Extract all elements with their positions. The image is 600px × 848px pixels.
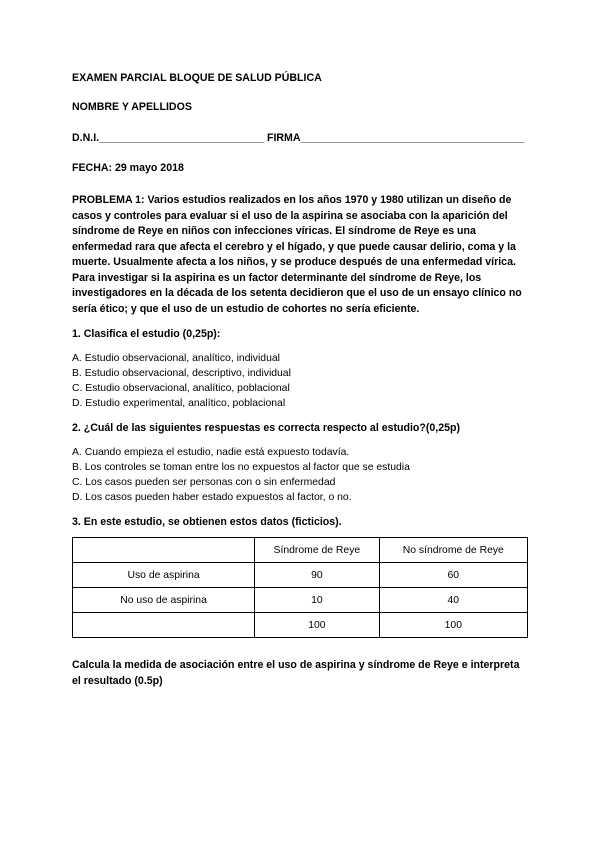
dni-signature-line: D.N.I.____________________________ FIRMA______________________________________ bbox=[72, 132, 525, 144]
question-3-title: 3. En este estudio, se obtienen estos datos (ficticios). bbox=[72, 516, 342, 528]
table-cell: 40 bbox=[379, 588, 527, 613]
table-cell: 60 bbox=[379, 563, 527, 588]
question-2-title: 2. ¿Cuál de las siguientes respuestas es correcta respecto al estudio?(0,25p) bbox=[72, 422, 460, 434]
exam-title: EXAMEN PARCIAL BLOQUE DE SALUD PÚBLICA bbox=[72, 72, 322, 84]
question-2-option-a: A. Cuando empieza el estudio, nadie está expuesto todavía. bbox=[72, 447, 350, 458]
table-cell: 90 bbox=[255, 563, 380, 588]
table-header-row bbox=[73, 538, 528, 563]
table-row bbox=[73, 588, 528, 613]
table-cell: 10 bbox=[255, 588, 380, 613]
table-row bbox=[73, 563, 528, 588]
table-row-label: No uso de aspirina bbox=[73, 588, 255, 613]
problem-statement: PROBLEMA 1: Varios estudios realizados en los años 1970 y 1980 utilizan un diseño de casos y controles para evaluar si el uso de la aspirina se asociaba con la aparición del síndrome de Reye en niños con infecciones víricas. El síndrome de Reye es una enfermedad rara que afecta el cerebro y el hígado, y que puede causar delirio, coma y la muerte. Usualmente afecta a los niños, y se produce después de una enfermedad vírica. Para investigar si la aspirina es un factor determinante del síndrome de Reye, los investigadores en la década de los setenta decidieron que el uso de un ensayo clínico no sería ético; y que el uso de un estudio de cohortes no sería eficiente. bbox=[72, 194, 522, 315]
question-1-option-c: C. Estudio observacional, analítico, poblacional bbox=[72, 383, 290, 394]
table-row-label: Uso de aspirina bbox=[73, 563, 255, 588]
question-4-text: Calcula la medida de asociación entre el uso de aspirina y síndrome de Reye e interpreta el resultado (0.5p) bbox=[72, 659, 520, 687]
data-table bbox=[72, 537, 528, 638]
exam-date: FECHA: 29 mayo 2018 bbox=[72, 162, 184, 174]
question-1-option-d: D. Estudio experimental, analítico, poblacional bbox=[72, 398, 286, 409]
question-2-option-b: B. Los controles se toman entre los no expuestos al factor que se estudia bbox=[72, 462, 410, 473]
table-header-cell: Síndrome de Reye bbox=[255, 538, 380, 563]
question-1-option-a: A. Estudio observacional, analítico, individual bbox=[72, 353, 280, 364]
question-2-option-c: C. Los casos pueden ser personas con o sin enfermedad bbox=[72, 477, 336, 488]
question-2-option-d: D. Los casos pueden haber estado expuestos al factor, o no. bbox=[72, 492, 352, 503]
table-header-cell: No síndrome de Reye bbox=[379, 538, 527, 563]
table-row bbox=[73, 613, 528, 638]
question-1-title: 1. Clasifica el estudio (0,25p): bbox=[72, 328, 221, 340]
name-label: NOMBRE Y APELLIDOS bbox=[72, 101, 192, 113]
question-1-option-b: B. Estudio observacional, descriptivo, individual bbox=[72, 368, 291, 379]
table-row-label bbox=[73, 613, 255, 638]
table-cell bbox=[73, 538, 255, 563]
table-cell: 100 bbox=[255, 613, 380, 638]
table-cell: 100 bbox=[379, 613, 527, 638]
